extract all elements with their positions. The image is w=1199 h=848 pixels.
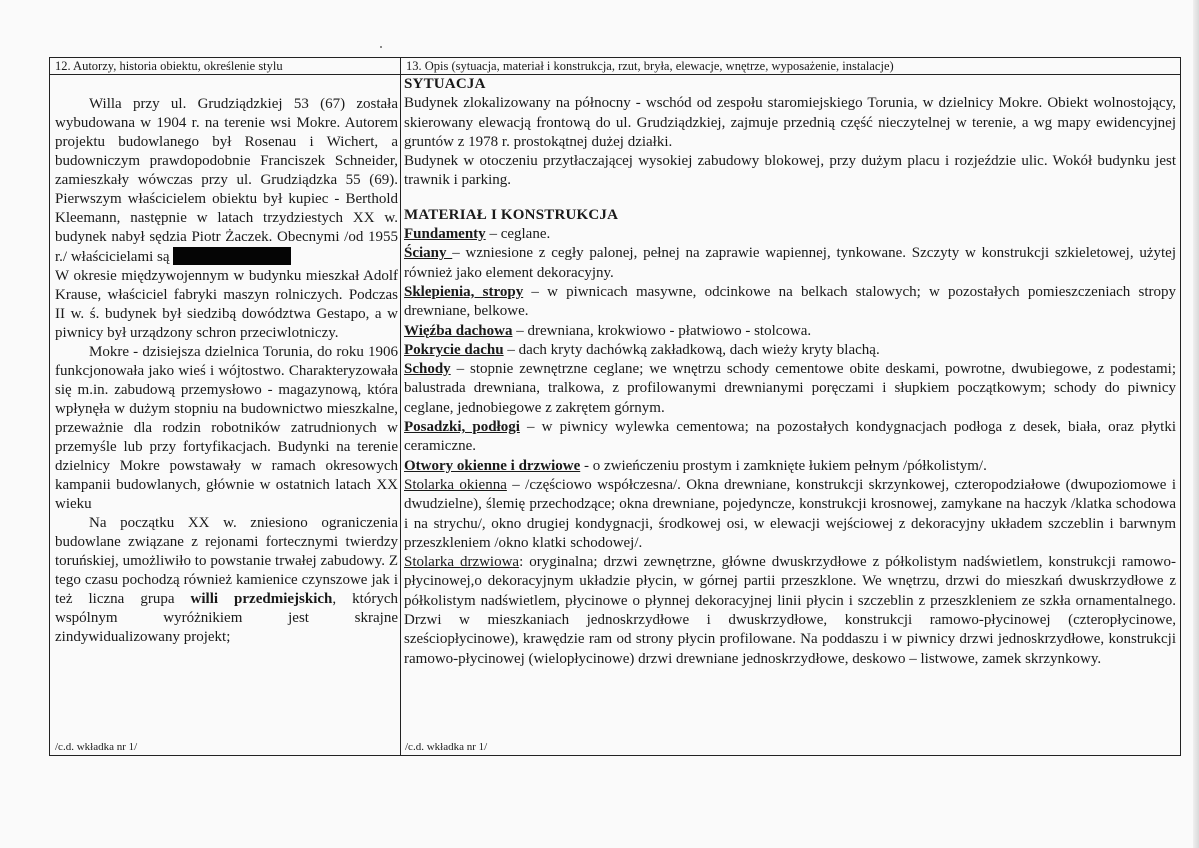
description-continuation-note: /c.d. wkładka nr 1/ bbox=[405, 741, 488, 753]
section-heading-material: MATERIAŁ I KONSTRUKCJA bbox=[404, 206, 619, 223]
material-item-pokrycie bbox=[404, 341, 1176, 360]
description-column bbox=[401, 58, 1180, 755]
item-text: – /częściowo współczesna/. Okna drewniane, konstrukcji skrzynkowej, czteropodziałowe (dwupoziomowe i dwudzielne), ślemię przechodzące; okna drewniane, pojedyncze, konstrukcji krosnowej, zamykane na haczyk /klatka schodowa i na strychu/, okno drugiej kondygnacji, środkowej osi, w elewacji wejściowej z dekoracyjny układem szczeblin i barwnym przeszkleniem /okno klatki schodowej/. bbox=[404, 476, 1176, 551]
description-body bbox=[401, 75, 1180, 669]
item-term: Pokrycie dachu bbox=[404, 341, 504, 358]
section-heading-situation: SYTUACJA bbox=[404, 76, 486, 92]
item-text: – ceglane. bbox=[485, 226, 551, 243]
redaction-block bbox=[173, 247, 291, 265]
material-item-schody bbox=[404, 360, 1176, 418]
item-text: – drewniana, krokwiowo - płatwiowo - stolcowa. bbox=[512, 322, 812, 339]
item-text: – stopnie zewnętrzne ceglane; we wnętrzu schody cementowe obite deskami, powrotne, dwubiegowe, z podestami; balustrada drewniana, tralkowa, z profilowanymi drewnianymi poręczami i słupkiem początkowym; schody do piwnicy ceglane, jednobiegowe z zakrętem górnym. bbox=[404, 361, 1176, 416]
scan-dot bbox=[380, 46, 382, 48]
item-term: Otwory okienne i drzwiowe bbox=[404, 457, 581, 474]
situation-paragraph-1: Budynek zlokalizowany na północny - wschód od zespołu staromiejskiego Torunia, w dzielnicy Mokre. Obiekt wolnostojący, skierowany elewacją frontową do ul. Grudziądzkiej, zajmuje przednią część nieczytelnej w terenie, a wg mapy ewidencyjnej gruntów z 1978 r. prostokątnej dużej działki. bbox=[404, 95, 1176, 150]
material-item-sklepienia bbox=[404, 283, 1176, 322]
stolarka-okienna bbox=[404, 476, 1176, 553]
history-paragraph-4-text-a: Na początku XX w. zniesiono ograniczenia budowlane związane z rejonami fortecznymi twierdzy toruńskiej, umożliwiło to powstanie trwałej zabudowy. Z tego czasu pochodzą również kamienice czynszowe jak i też liczna grupa bbox=[55, 515, 398, 607]
item-term: Ściany bbox=[404, 245, 453, 262]
material-item-fundamenty bbox=[404, 225, 1176, 244]
item-text: : oryginalna; drzwi zewnętrzne, główne dwuskrzydłowe z półkolistym nadświetlem, konstrukcji ramowo-płycinowej,o dekoracyjnym układzie płycin, w górnej partii przeszklone. We wnętrzu, drzwi do mieszkań dwuskrzydłowe z półkolistym nadświetlem, płycinowe o płynnej dekoracyjnej linii płycin i szczeblin z przeszkleniem ze szkła ornamentalnego. Drzwi w mieszkaniach jednoskrzydłowe i dwuskrzydłowe, konstrukcji ramowo-płycinowej (czteropłycinowe, sześciopłycinowe), krawędzie ram od strony płycin profilowane. Na poddaszu i w piwnicy drzwi jednoskrzydłowe, konstrukcji ramowo-płycinowej (wielopłycinowe) drzwi drewniane jednoskrzydłowe, deskowo – listwowe, zamek skrzynkowy. bbox=[404, 554, 1176, 667]
item-term: Więźba dachowa bbox=[404, 322, 513, 339]
history-paragraph-1 bbox=[55, 95, 398, 267]
item-term: Fundamenty bbox=[404, 226, 486, 243]
item-text: - o zwieńczeniu prostym i zamknięte łukiem pełnym /półkolistym/. bbox=[580, 457, 987, 474]
item-text: – w piwnicach masywne, odcinkowe na belkach stalowych; w pozostałych pomieszczeniach stropy drewniane, belkowe. bbox=[404, 283, 1176, 320]
item-text: – w piwnicy wylewka cementowa; na pozostałych kondygnacjach podłoga z desek, biała, oraz płytki ceramiczne. bbox=[404, 419, 1176, 455]
item-term: Posadzki, podłogi bbox=[404, 419, 520, 436]
form-sheet bbox=[49, 57, 1181, 756]
item-term: Schody bbox=[404, 361, 451, 378]
history-header: 12. Autorzy, historia obiektu, określenie stylu bbox=[50, 58, 400, 75]
material-item-sciany bbox=[404, 244, 1176, 283]
history-paragraph-4-text-c: , których wspólnym wyróżnikiem jest skrajne zindywidualizowany projekt; bbox=[55, 591, 398, 645]
item-term: Sklepienia, stropy bbox=[404, 283, 524, 300]
history-column bbox=[50, 58, 401, 755]
material-item-wiezba bbox=[404, 322, 1176, 341]
history-paragraph-1-text: Willa przy ul. Grudziądzkiej 53 (67) została wybudowana w 1904 r. na terenie wsi Mokre. Autorem projektu budowlanego był Rosenau i Wichert, a budowniczym prawdopodobnie Franciszek Schneider, zamieszkały wówczas przy ul. Grudziądzka 55 (69). Pierwszym właścicielem obiektu był kupiec - Berthold Kleemann, następnie w latach trzydziestych XX w. budynek nabył sędzia Piotr Żaczek. Obecnymi /od 1955 r./ właścicielami są bbox=[55, 96, 398, 265]
history-body bbox=[50, 75, 400, 647]
material-item-posadzki bbox=[404, 418, 1176, 457]
stolarka-drzwiowa bbox=[404, 553, 1176, 669]
villa-term: willi przedmiejskich bbox=[190, 591, 333, 607]
history-paragraph-2: W okresie międzywojennym w budynku mieszkał Adolf Krause, właściciel fabryki maszyn rolniczych. Podczas II w. ś. budynek był siedzibą dowództwa Gestapo, a w piwnicy był urządzony schron przeciwlotniczy. bbox=[55, 268, 398, 341]
history-paragraph-3: Mokre - dzisiejsza dzielnica Torunia, do roku 1906 funkcjonowała jako wieś i wójtostwo. Charakteryzowała się m.in. zabudową przemysłowo - magazynową, która wpłynęła w dużym stopniu na budownictwo mieszkalne, przeważnie dla rodzin robotników zatrudnionych w przemyśle lub przy fortyfikacjach. Budynki na terenie dzielnicy Mokre powstawały w ramach okresowych kampanii budowlanych, głównie w ostatnich latach XX wieku bbox=[55, 344, 398, 512]
page-edge-shadow bbox=[1193, 0, 1199, 848]
item-term: Stolarka okienna bbox=[404, 476, 507, 493]
situation-paragraph-2: Budynek w otoczeniu przytłaczającej wysokiej zabudowy blokowej, przy dużym placu i rozjeździe ulic. Wokół budynku jest trawnik i parking. bbox=[404, 153, 1176, 189]
item-term: Stolarka drzwiowa bbox=[404, 554, 520, 571]
history-paragraph-4 bbox=[55, 514, 398, 647]
history-continuation-note: /c.d. wkładka nr 1/ bbox=[55, 741, 138, 753]
material-item-otwory bbox=[404, 457, 1176, 476]
description-header: 13. Opis (sytuacja, materiał i konstrukcja, rzut, bryła, elewacje, wnętrze, wyposażenie, instalacje) bbox=[401, 58, 1180, 75]
item-text: – wzniesione z cegły palonej, pełnej na zaprawie wapiennej, tynkowane. Szczyty w konstrukcji szkieletowej, użytej również jako element dekoracyjny. bbox=[404, 245, 1177, 281]
item-text: – dach kryty dachówką zakładkową, dach wieży kryty blachą. bbox=[503, 341, 880, 358]
